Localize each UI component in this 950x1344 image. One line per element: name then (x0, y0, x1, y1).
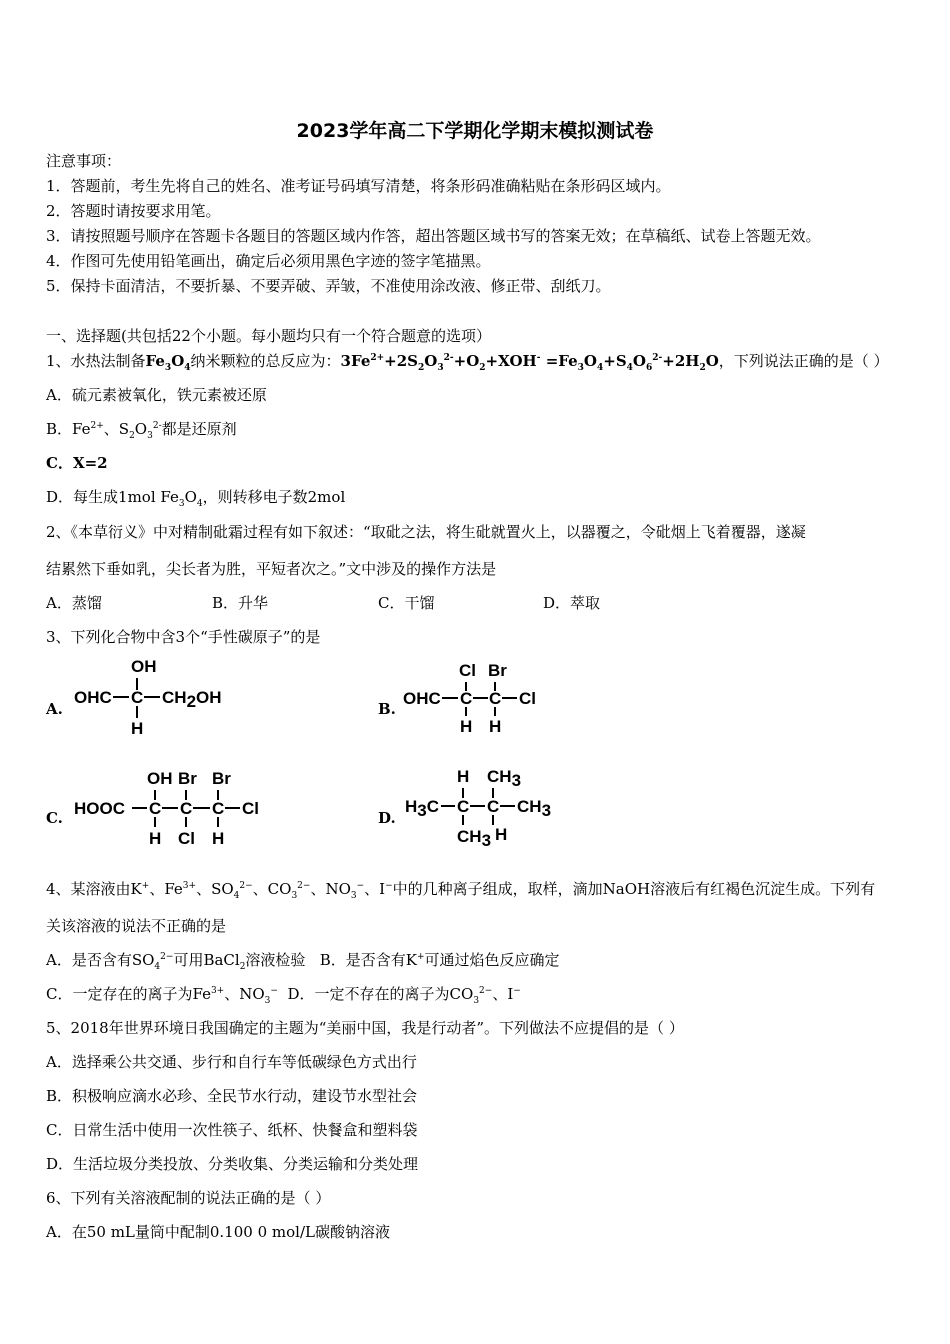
atom: Br (488, 661, 507, 680)
atom: C (149, 799, 162, 818)
q1-stem: 1、水热法制备$Fe_3O_4$纳米颗粒的总反应为：$3Fe^{2+}+2S_2O_3^{2-}+O_2+XOH^- =Fe_3O_4+S_4O_6^{2-}+2H_2O$，下列说法正确的是（ ） (46, 352, 889, 373)
atom: OHC (74, 688, 112, 707)
atom: H (495, 825, 508, 844)
q3-label-b: B. (378, 700, 396, 718)
atom: C (487, 797, 500, 816)
q4-stem-line2: 关该溶液的说法不正确的是 (46, 917, 227, 935)
q3-label-a: A. (46, 700, 63, 718)
atom: C (131, 688, 144, 707)
notice-item-5: 5．保持卡面清洁，不要折暴、不要弄破、弄皱，不准使用涂改液、修正带、刮纸刀。 (46, 277, 611, 295)
q4-options-cd (46, 985, 521, 1006)
q2-option-c: C．干馏 (378, 594, 435, 612)
q1-equation: $3Fe^{2+}+2S_2O_3^{2-}+O_2+XOH^- =Fe_3O_4+S_4O_6^{2-}+2H_2O$ (340, 352, 719, 373)
atom: Cl (459, 661, 476, 680)
atom: H (149, 829, 162, 848)
q1-option-d: D．每生成1mol $Fe_3O_4$，则转移电子数2mol (46, 488, 346, 509)
q2-option-a: A．蒸馏 (46, 594, 102, 612)
atom: Cl (242, 799, 259, 818)
q4-options-ab (46, 951, 560, 972)
atom: OH (147, 769, 173, 788)
page-title: 2023学年高二下学期化学期末模拟测试卷 (296, 120, 654, 142)
atom: C (180, 799, 193, 818)
q2-stem-line2: 结累然下垂如乳，尖长者为胜，平短者次之。”文中涉及的操作方法是 (46, 560, 497, 578)
section-heading: 一、选择题(共包括22个小题。每小题均只有一个符合题意的选项） (46, 327, 491, 345)
notice-item-2: 2．答题时请按要求用笔。 (46, 202, 221, 220)
q5-option-c: C．日常生活中使用一次性筷子、纸杯、快餐盒和塑料袋 (46, 1121, 418, 1139)
notice-item-3: 3．请按照题号顺序在答题卡各题目的答题区域内作答，超出答题区域书写的答案无效；在草稿纸、试卷上答题无效。 (46, 227, 821, 245)
q1-option-b: B．$Fe^{2+}$、$S_2O_3^{2-}$都是还原剂 (46, 420, 237, 441)
q3-label-c: C. (46, 809, 63, 827)
atom: CH3 (487, 767, 522, 790)
q1-option-a: A．硫元素被氧化，铁元素被还原 (46, 386, 267, 404)
q4-option-d: D．一定不存在的离子为$CO_3^{2-}$、I− (287, 985, 521, 1006)
atom: CH2OH (162, 688, 222, 711)
atom: CH3 (457, 827, 492, 850)
atom: CH3 (517, 797, 552, 820)
atom: C (212, 799, 225, 818)
q3-structure-d (403, 764, 563, 850)
atom: H (212, 829, 225, 848)
atom: HOOC (74, 799, 125, 818)
atom: H (457, 767, 470, 786)
atom: H (131, 719, 144, 738)
atom: C (460, 689, 473, 708)
atom: H (460, 717, 473, 736)
atom: H (489, 717, 502, 736)
q3-structure-a (72, 654, 242, 738)
atom: OH (131, 657, 157, 676)
q5-option-b: B．积极响应滴水必珍、全民节水行动，建设节水型社会 (46, 1087, 418, 1105)
q3-structure-c (72, 766, 272, 850)
notice-heading: 注意事项： (46, 152, 122, 170)
q2-option-d: D．萃取 (543, 594, 601, 612)
atom: Cl (519, 689, 536, 708)
q6-option-a: A．在50 mL量筒中配制0.100 0 mol/L碳酸钠溶液 (46, 1223, 390, 1241)
atom: Br (212, 769, 231, 788)
q3-structure-b (403, 658, 553, 742)
q1-option-c: C．X=2 (46, 454, 108, 472)
notice-item-1: 1．答题前，考生先将自己的姓名、准考证号码填写清楚，将条形码准确粘贴在条形码区域内。 (46, 177, 671, 195)
q3-label-d: D. (378, 809, 396, 827)
q4-stem-line1: 4、某溶液由K+、$Fe^{3+}$、$SO_4^{2-}$、$CO_3^{2-}$、$NO_3^-$、I−中的几种离子组成，取样，滴加NaOH溶液后有红褐色沉淀生成。下列有 (46, 880, 876, 901)
notice-item-4: 4．作图可先使用铅笔画出，确定后必须用黑色字迹的签字笔描黑。 (46, 252, 491, 270)
q6-stem: 6、下列有关溶液配制的说法正确的是（ ） (46, 1189, 331, 1207)
q4-option-b: B．是否含有K+可通过焰色反应确定 (319, 951, 560, 969)
atom: H3C (405, 797, 440, 820)
q3-stem: 3、下列化合物中含3个“手性碳原子”的是 (46, 628, 321, 646)
q2-stem-line1: 2、《本草衍义》中对精制砒霜过程有如下叙述：“取砒之法，将生砒就置火上，以器覆之，令砒烟上飞着覆器，遂凝 (46, 523, 806, 541)
q4-option-a: A．是否含有$SO_4^{2-}$可用BaCl$_2$溶液检验 (46, 951, 306, 972)
atom: C (457, 797, 470, 816)
atom: OHC (403, 689, 441, 708)
q2-option-b: B．升华 (212, 594, 269, 612)
q5-stem: 5、2018年世界环境日我国确定的主题为“美丽中国，我是行动者”。下列做法不应提倡的是（ ） (46, 1019, 684, 1037)
atom: Cl (178, 829, 195, 848)
q5-option-d: D．生活垃圾分类投放、分类收集、分类运输和分类处理 (46, 1155, 419, 1173)
atom: C (489, 689, 502, 708)
atom: Br (178, 769, 197, 788)
q4-option-c: C．一定存在的离子为$Fe^{3+}$、$NO_3^-$ (46, 985, 278, 1006)
q5-option-a: A．选择乘公共交通、步行和自行车等低碳绿色方式出行 (46, 1053, 417, 1071)
